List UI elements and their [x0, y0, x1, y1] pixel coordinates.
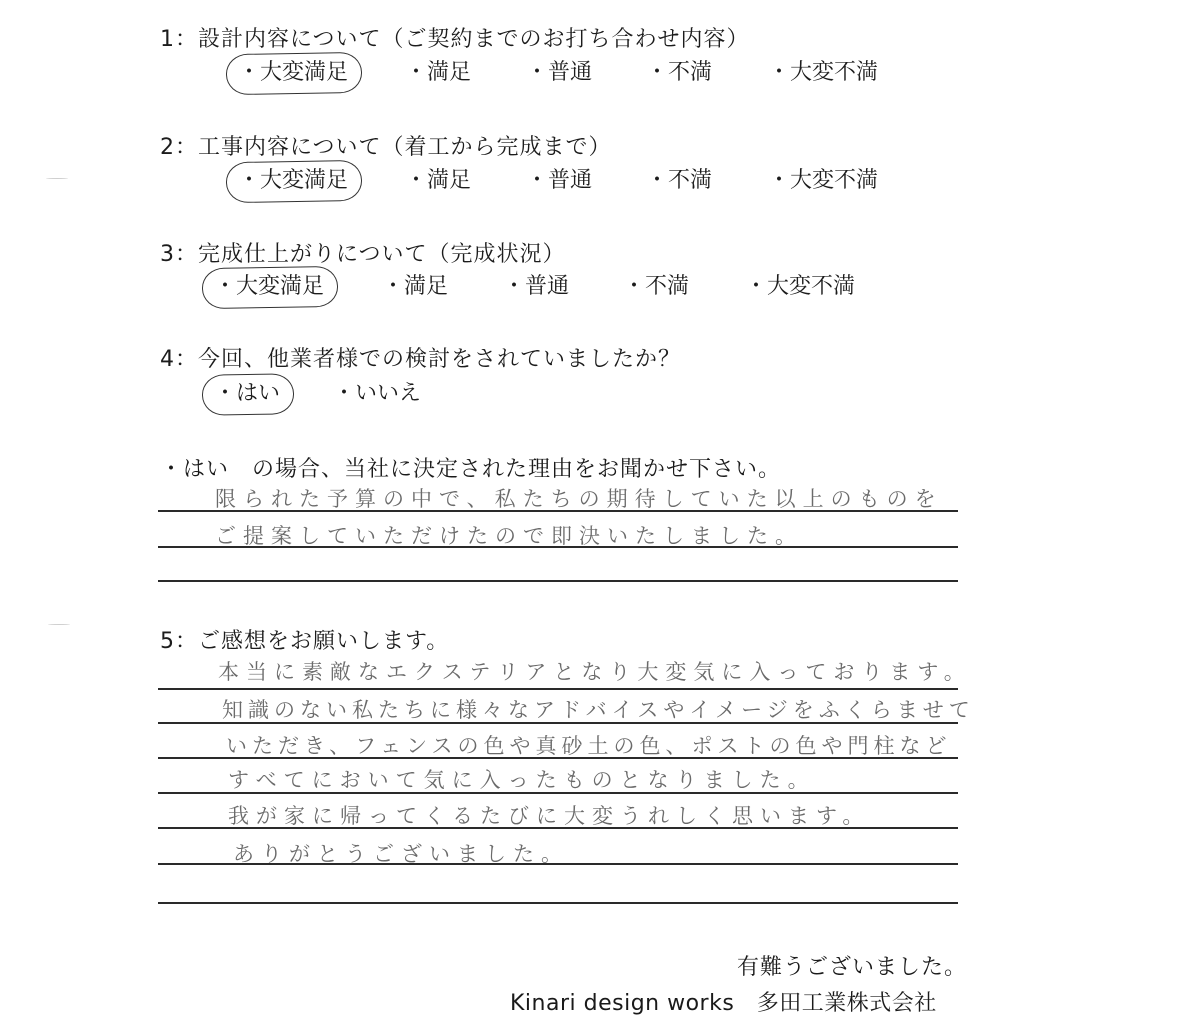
- impression-rule-2: [158, 722, 958, 724]
- q4-option-no[interactable]: ・いいえ: [333, 381, 422, 406]
- q2-option-dissatisfied[interactable]: ・不満: [646, 168, 713, 193]
- footer-thanks: 有難うございました。: [737, 955, 968, 980]
- q4-option-yes[interactable]: ・はい: [214, 377, 280, 411]
- question-2-options: [0, 164, 1200, 198]
- impression-line-3: いただき、フェンスの色や真砂土の色、ポストの色や門柱など: [226, 734, 952, 758]
- reason-handwritten-line-2: ご提案していただけたので即決いたしました。: [215, 524, 803, 548]
- q2-option-normal[interactable]: ・普通: [526, 168, 593, 193]
- q3-option-very-satisfied[interactable]: ・大変満足: [214, 270, 324, 304]
- impression-rule-1: [158, 688, 958, 690]
- reason-rule-2: [158, 546, 958, 548]
- q2-option-very-dissatisfied[interactable]: ・大変不満: [768, 168, 879, 193]
- q2-option-very-satisfied[interactable]: ・大変満足: [238, 164, 348, 198]
- impression-rule-5: [158, 827, 958, 829]
- question-3-title: 3：完成仕上がりについて（完成状況）: [160, 242, 566, 267]
- impression-rule-7: [158, 902, 958, 904]
- question-2-title: 2：工事内容について（着工から完成まで）: [160, 135, 612, 160]
- q1-option-very-satisfied[interactable]: ・大変満足: [238, 56, 348, 90]
- reason-rule-1: [158, 510, 958, 512]
- impression-rule-6: [158, 863, 958, 865]
- impression-line-1: 本当に素敵なエクステリアとなり大変気に入っております。: [218, 660, 972, 684]
- question-5-title: 5：ご感想をお願いします。: [160, 629, 450, 654]
- question-1-options: [0, 56, 1200, 90]
- impression-line-4: すべてにおいて気に入ったものとなりました。: [228, 768, 816, 792]
- q3-option-very-dissatisfied[interactable]: ・大変不満: [745, 274, 856, 299]
- q3-option-dissatisfied[interactable]: ・不満: [623, 274, 690, 299]
- scan-speck: [46, 178, 68, 179]
- scan-speck: [48, 624, 70, 625]
- impression-line-6: ありがとうございました。: [233, 842, 569, 866]
- q2-option-satisfied[interactable]: ・満足: [405, 168, 472, 193]
- q3-option-normal[interactable]: ・普通: [503, 274, 570, 299]
- question-4-title: 4：今回、他業者様での検討をされていましたか？: [160, 347, 681, 372]
- q1-option-very-dissatisfied[interactable]: ・大変不満: [768, 60, 879, 85]
- reason-rule-3: [158, 580, 958, 582]
- impression-line-5: 我が家に帰ってくるたびに大変うれしく思います。: [228, 804, 871, 828]
- question-4-options: [0, 377, 1200, 411]
- q1-option-satisfied[interactable]: ・満足: [405, 60, 472, 85]
- question-3-options: [0, 270, 1200, 304]
- reason-handwritten-line-1: 限られた予算の中で、私たちの期待していた以上のものを: [215, 487, 943, 511]
- question-1-title: 1：設計内容について（ご契約までのお打ち合わせ内容）: [160, 27, 750, 52]
- q1-option-dissatisfied[interactable]: ・不満: [646, 60, 713, 85]
- q1-option-normal[interactable]: ・普通: [526, 60, 593, 85]
- impression-line-2: 知識のない私たちに様々なアドバイスやイメージをふくらませて: [222, 698, 975, 722]
- reason-prompt: ・はい の場合、当社に決定された理由をお聞かせ下さい。: [160, 457, 782, 482]
- footer-company: Kinari design works 多田工業株式会社: [510, 991, 937, 1016]
- impression-rule-4: [158, 792, 958, 794]
- impression-rule-3: [158, 757, 958, 759]
- q3-option-satisfied[interactable]: ・満足: [382, 274, 449, 299]
